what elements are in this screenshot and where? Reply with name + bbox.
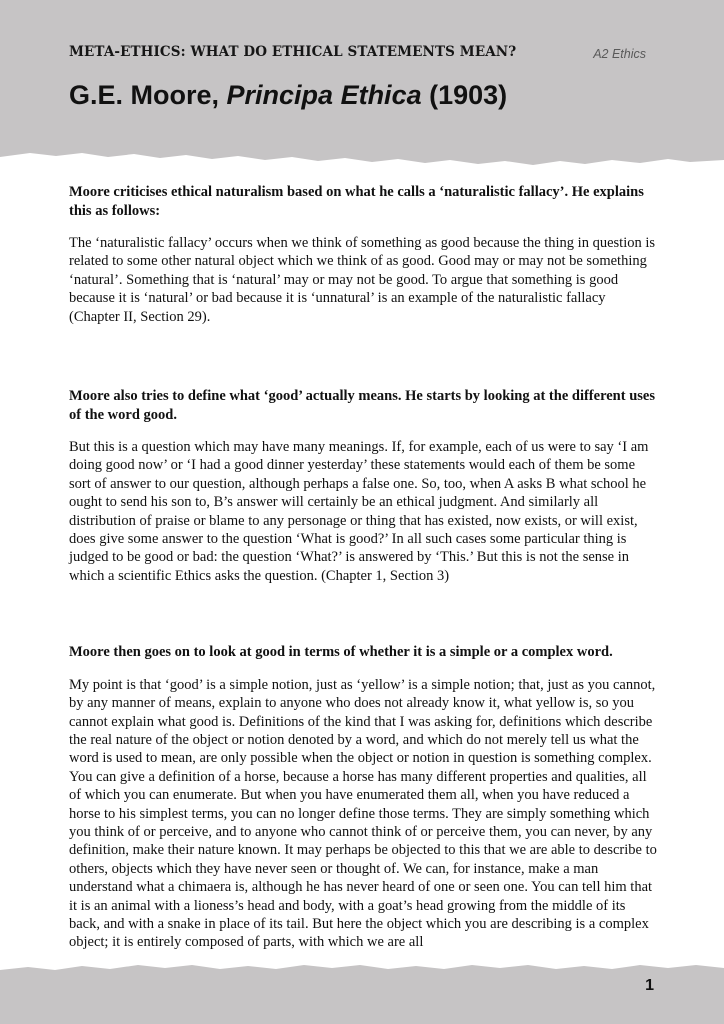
- title-work: Principa Ethica: [226, 80, 422, 110]
- section-spacer: [69, 326, 659, 387]
- title-author: G.E. Moore,: [69, 80, 227, 110]
- title-year: (1903): [421, 80, 508, 110]
- section-meaning-of-good: [69, 387, 659, 585]
- quotation: My point is that ‘good’ is a simple notion, just as ‘yellow’ is a simple notion; that, just as you cannot, by any manner of means, explain to anyone who does not already know it, what yellow is, so you cannot explain what good is. Definitions of the kind that I was asking for, definitions which describe the real nature of the object or notion denoted by a word, and which do not merely tell us what the word is used to mean, are only possible when the object or notion in question is something complex. You can give a definition of a horse, because a horse has many different properties and qualities, all of which you can enumerate. But when you have enumerated them all, when you have reduced a horse to his simplest terms, you can no longer define those terms. They are simply something which you think of or perceive, and to anyone who cannot think of or perceive them, you can never, by any definition, make their nature known. It may perhaps be objected to this that we are able to describe to others, objects which they have never seen or thought of. We can, for instance, make a man understand what a chimaera is, although he has never heard of one or seen one. You can tell him that it is an animal with a lioness’s head and body, with a goat’s head growing from the middle of its back, and with a snake in place of its tail. But here the object which you are describing is a complex object; it is entirely composed of parts, with which we are all: [69, 676, 657, 951]
- course-tag: A2 Ethics: [593, 47, 646, 61]
- page-title: [69, 80, 507, 111]
- section-simple-notion: [69, 643, 659, 952]
- footer-band: [0, 962, 724, 1024]
- page-number: 1: [645, 977, 654, 994]
- section-intro: Moore also tries to define what ‘good’ actually means. He starts by looking at the different uses of the word good.: [69, 388, 655, 423]
- section-intro: Moore then goes on to look at good in terms of whether it is a simple or a complex word.: [69, 644, 613, 661]
- section-kicker: META-ETHICS: WHAT DO ETHICAL STATEMENTS MEAN?: [69, 44, 517, 60]
- quotation: But this is a question which may have many meanings. If, for example, each of us were to say ‘I am doing good now’ or ‘I had a good dinner yesterday’ these statements would each of them be some sort of answer to our question, although perhaps a false one. So, too, when A asks B what school he ought to send his son to, B’s answer will certainly be an ethical judgment. And similarly all distribution of praise or blame to any personage or thing that has existed, now exists, or will exist, does give some answer to the question ‘What is good?’ In all such cases some particular thing is judged to be good or bad: the question ‘What?’ is answered by ‘This.’ But this is not the sense in which a scientific Ethics asks the question. (Chapter 1, Section 3): [69, 439, 649, 584]
- main-content: [69, 183, 659, 952]
- section-intro: Moore criticises ethical naturalism based on what he calls a ‘naturalistic fallacy’. He explains this as follows:: [69, 184, 644, 219]
- section-spacer: [69, 585, 659, 643]
- section-naturalistic-fallacy: [69, 183, 659, 326]
- quotation: The ‘naturalistic fallacy’ occurs when we think of something as good because the thing in question is related to some other natural object which we think of as good. Good may or may not be something ‘natural’. Something that is ‘natural’ may or may not be good. To argue that something is good because it is ‘natural’ or bad because it is ‘unnatural’ is an example of the naturalistic fallacy (Chapter II, Section 29).: [69, 235, 656, 325]
